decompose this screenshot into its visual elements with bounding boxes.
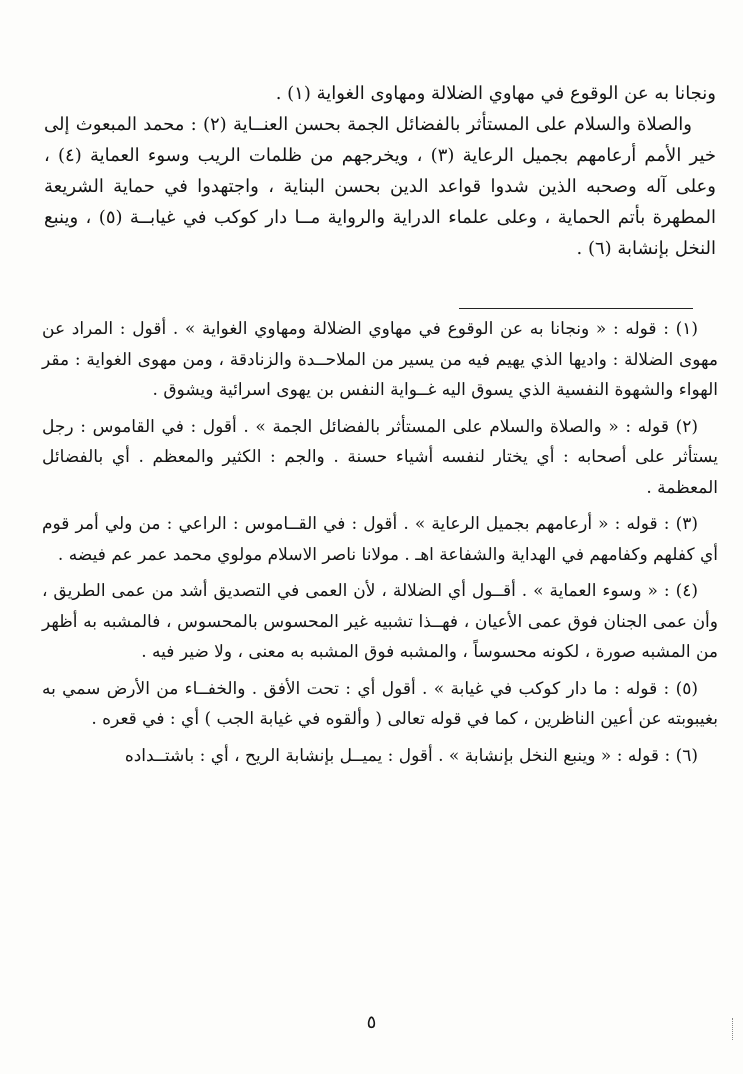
footnote-1: (١) : قوله : « ونجانا به عن الوقوع في مهاوي الضلالة ومهاوي الغواية » . أقول : المراد عن مهوى الضلالة : واديها الذي يهيم فيه من يسير من الملاحــدة والزنادقة ، ومن مهوى الغواية : مقر الهواء والشهوة النفسية الذي يسوق اليه غــواية النفس بن يهوى اسرائية ويشوق . — [42, 319, 718, 400]
footnotes — [42, 314, 718, 777]
main-text — [44, 78, 716, 264]
footnote-4: (٤) : « وسوء العماية » . أقــول أي الضلالة ، لأن العمى في التصديق أشد من عمى الطريق ، وأن عمى الجنان فوق عمى الأعيان ، فهــذا تشبيه غير المحسوس بالمحسوس ، فالمشبه به أظهر من المشبه صورة ، لكونه محسوساً ، والمشبه فوق المشبه به معنى ، ولا ضير فيه . — [42, 581, 718, 662]
footnote-separator — [459, 308, 693, 309]
main-text-paragraph: والصلاة والسلام على المستأثر بالفضائل الجمة بحسن العنــاية (٢) : محمد المبعوث إلى خير الأمم أرعامهم بجميل الرعاية (٣) ، ويخرجهم من ظلمات الريب وسوء العماية (٤) ، وعلى آله وصحبه الذين شدوا قواعد الدين بحسن البناية ، واجتهدوا في حماية الشريعة المطهرة بأتم الحماية ، وعلى علماء الدراية والرواية مــا دار كوكب في غيابــة (٥) ، وينبع النخل بإنشابة (٦) . — [44, 114, 717, 259]
page-edge-mark — [726, 1018, 733, 1040]
page-number: ٥ — [366, 1012, 377, 1033]
footnote-6: (٦) : قوله : « وينبع النخل بإنشابة » . أقول : يميــل بإنشابة الريح ، أي : باشتــداده — [124, 745, 698, 766]
main-text-line-1: ونجانا به عن الوقوع في مهاوي الضلالة ومهاوى الغواية (١) . — [275, 83, 716, 104]
footnote-2: (٢) قوله : « والصلاة والسلام على المستأثر بالفضائل الجمة » . أقول : في القاموس : رجل يستأثر على أصحابه : أي يختار لنفسه أشياء حسنة . والجم : الكثير والمعظم . أي بالفضائل المعظمة . — [42, 416, 718, 498]
footnote-3: (٣) : قوله : « أرعامهم بجميل الرعاية » . أقول : في القــاموس : الراعي : من ولي أمر قوم أي كفلهم وكفامهم في الهداية والشفاعة اهـ . مولانا ناصر الاسلام مولوي محمد عمر عم فيضه . — [42, 514, 718, 565]
footnote-5: (٥) : قوله : ما دار كوكب في غيابة » . أقول أي : تحت الأفق . والخفــاء من الأرض سمي به بغيبوبته عن أعين الناظرين ، كما في قوله تعالى ( وألقوه في غيابة الجب ) أي : في قعره . — [42, 678, 718, 729]
